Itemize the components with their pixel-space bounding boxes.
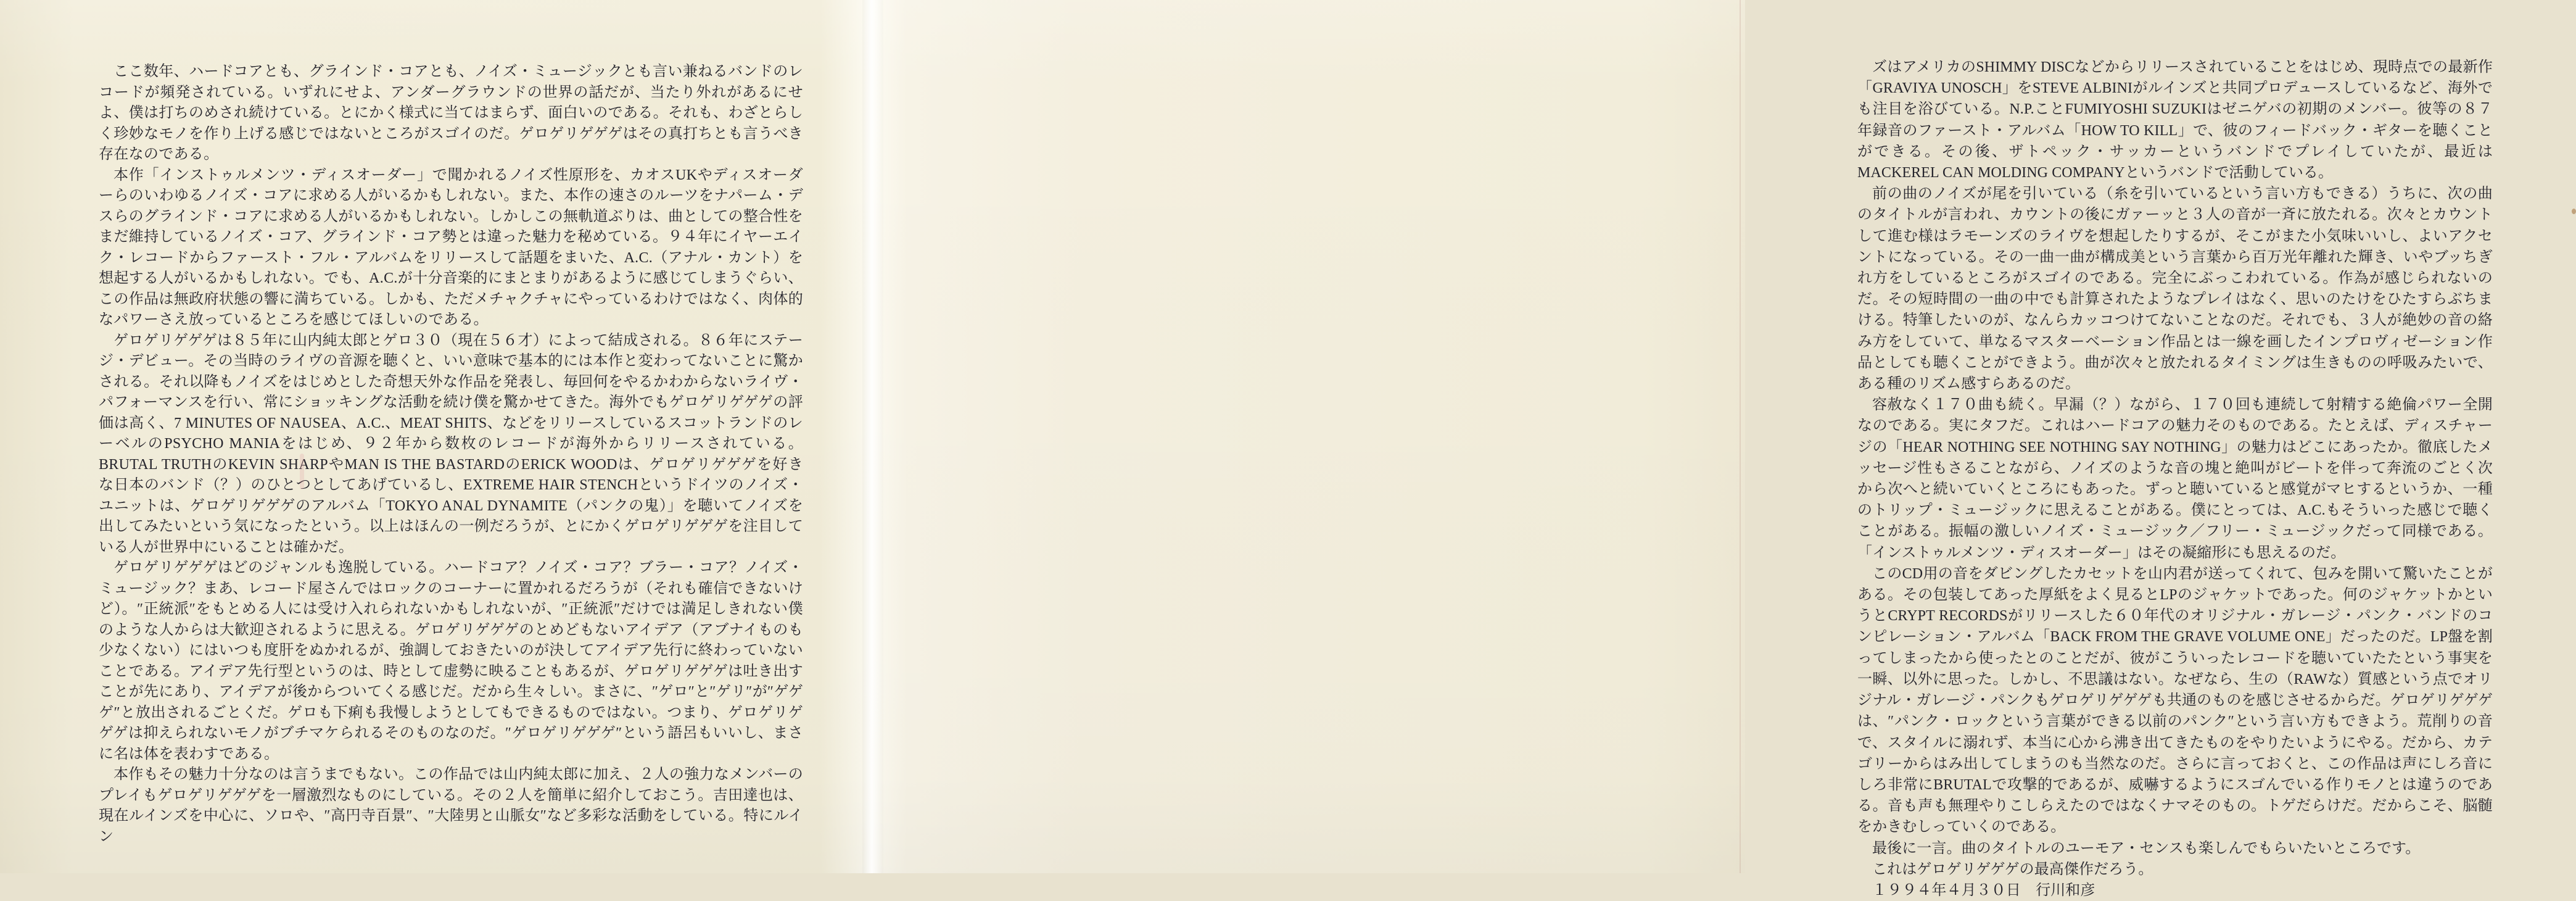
paper-smudge <box>300 454 304 489</box>
liner-notes-right-column <box>1857 57 2493 901</box>
paragraph <box>1857 183 2493 394</box>
booklet-page-left <box>0 0 872 873</box>
booklet-page-right <box>873 0 2493 899</box>
liner-notes-left-column <box>99 62 803 847</box>
paragraph: 本作「インストゥルメンツ・ディスオーダー」で聞かれるノイズ性原形を、カオスUKやディスオーダーらのいわゆるノイズ・コアに求める人がいるかもしれない。また、本作の速さのルーツをナパーム・デスらのグラインド・コアに求める人がいるかもしれない。しかしこの無軌道ぶりは、曲としての整合性をまだ維持しているノイズ・コア、グラインド・コア勢とは違った魅力を秘めている。９４年にイヤーエイク・レコードからファースト・フル・アルバムをリリースして話題をまいた、A.C.（アナル・カント）を想起する人がいるかもしれない。でも、A.C.が十分音楽的にまとまりがあるように感じてしまうぐらい、この作品は無政府状態の響に満ちている。しかも、ただメチャクチャにやっているわけではなく、肉体的なパワーさえ放っているところを感じてほしいのである。 <box>99 167 803 328</box>
paragraph-text: 前の曲のノイズが尾を引いている（糸を引いているという言い方もできる）うちに、次の曲のタイトルが言われ、カウントの後にガァーッと３人の音が一斉に放たれる。次々とカウントして進む様はラモーンズのライヴを想起したりするが、そこがまた小気味いいし、よいアクセントになっている。その一曲一曲が構成美という言葉から百万光年離れた輝き、いやブッちぎれ方をしているところがスゴイのである。完全にぶっこわれている。作為が感じられないのだ。その短時間の一曲の中でも計算されたようなプレイはなく、思いのたけをひたすらぶちまける。特筆したいのが、なんら <box>1857 186 2493 329</box>
paragraph: ゲロゲリゲゲゲはどのジャンルも逸脱している。ハードコア？ノイズ・コア？ブラー・コア？ノイズ・ミュージック？まあ、レコード屋さんではロックのコーナーに置かれるだろうが（それも確信できないけど）。″正統派″をもとめる人には受け入れられないかもしれないが、″正統派″だけでは満足しきれない僕のような人からは大歓迎されるように思える。ゲロゲリゲゲゲのとめどもないアイデア（アブナイものも少なくない）にはいつも度肝をぬかれるが、強調しておきたいのが決してアイデア先行に終わっていないことである。アイデア先行型というのは、時として虚勢に映ることもあるが、ゲロゲリゲゲゲは吐き出すことが先にあり、アイデアが後からついてくる感じだ。だから生々しい。まさに、″ゲロ″と″ゲリ″が″ゲゲゲ″と放出されるごとくだ。ゲロも下痢も我慢しようとしてもできるものではない。つまり、ゲロゲリゲゲゲは抑えられないモノがブチマケられるそのものなのだ。″ゲロゲリゲゲゲ″という語呂もいいし、まさに名は体を表わすである。 <box>99 560 803 762</box>
paper-edge-crease <box>1740 0 1741 873</box>
paragraph: 容赦なく１７０曲も続く。早漏（？）ながら、１７０回も連続して射精する絶倫パワー全開なのである。実にタフだ。これはハードコアの魅力そのものである。たとえば、ディスチャージの「HEAR NOTHING SEE NOTHING SAY NOTHING」の魅力はどこにあったか。徹底したメッセージ性もさることながら、ノイズのような音の塊と絶叫がビートを伴って奔流のごとく次から次へと続いていくところにもあった。ずっと聴いていると感覚がマヒするというか、一種のトリップ・ミュージックに思えることがある。僕にとっては、A.C.もそういった感じで聴くことがある。振幅の激しいノイズ・ミュージック／フリー・ミュージックだって同様である。「インストゥルメンツ・ディスオーダー」はその凝縮形にも思えるのだ。 <box>1857 397 2493 561</box>
paragraph-text: ことなのだ。それでも、３人が絶妙の音の絡み方をしていて、単なるマスターベーション作品とは一線を画したインプロヴィゼーション作品としても聴くことができよう。曲が次々と放たれるタイミングは生きものの呼吸みたいで、ある種のリズム感すらあるのだ。 <box>1857 312 2493 392</box>
emphasized-text: カッコつけてない <box>2069 312 2190 329</box>
paper-speck <box>2572 209 2576 214</box>
closing-line: これはゲロゲリゲゲゲの最高傑作だろう。 <box>1872 861 2153 878</box>
paragraph: このCD用の音をダビングしたカセットを山内君が送ってくれて、包みを開いて驚いたことがある。その包装してあった厚紙をよく見るとLPのジャケットであった。何のジャケットかというとCRYPT RECORDSがリリースした６０年代のオリジナル・ガレージ・パンク・バンドのコンピレーション・アルバム「BACK FROM THE GRAVE VOLUME ONE」だったのだ。LP盤を割ってしまったから使ったとのことだが、彼がこういったレコードを聴いていたたという事実を一瞬、以外に思った。しかし、不思議はない。なぜなら、生の（RAWな）質感という点でオリジナル・ガレージ・パンクもゲロゲリゲゲゲも共通のものを感じさせるからだ。ゲロゲリゲゲゲは、″パンク・ロックという言葉ができる以前のパンク″という言い方もできよう。荒削りの音で、スタイルに溺れず、本当に心から沸き出てきたものをやりたいようにやる。だから、カテゴリーからはみ出してしまうのも当然なのだ。さらに言っておくと、この作品は声にしろ音にしろ非常にBRUTALで攻撃的であるが、威嚇するようにスゴんでいる作りモノとは違うのである。音も声も無理やりこしらえたのではなくナマそのもの。トゲだらけだ。だからこそ、脳髄をかきむしっていくのである。 <box>1857 565 2493 836</box>
paragraph: ゲロゲリゲゲゲは８５年に山内純太郎とゲロ３０（現在５６才）によって結成される。８６年にステージ・デビュー。その当時のライヴの音源を聴くと、いい意味で基本的には本作と変わってないことに驚かされる。それ以降もノイズをはじめとした奇想天外な作品を発表し、毎回何をやるかわからないライヴ・パフォーマンスを行い、常にショッキングな活動を続け僕を驚かせてきた。海外でもゲロゲリゲゲゲの評価は高く、7 MINUTES OF NAUSEA、A.C.、MEAT SHITS、などをリリースしているスコットランドのレーベルのPSYCHO MANIAをはじめ、９２年から数枚のレコードが海外からリリースされている。BRUTAL TRUTHのKEVIN SHARPやMAN IS THE BASTARDのERICK WOODは、ゲロゲリゲゲゲを好きな日本のバンド（？）のひとつとしてあげているし、EXTREME HAIR STENCHというドイツのノイズ・ユニットは、ゲロゲリゲゲゲのアルバム「TOKYO ANAL DYNAMITE（パンクの鬼）」を聴いてノイズを出してみたいという気になったという。以上はほんの一例だろうが、とにかくゲロゲリゲゲゲを注目している人が世界中にいることは確かだ。 <box>99 332 803 555</box>
closing-line: 最後に一言。曲のタイトルのユーモア・センスも楽しんでもらいたいところです。 <box>1872 840 2421 857</box>
date-author-signature: １９９４年４月３０日 行川和彦 <box>1872 882 2095 899</box>
paragraph: ズはアメリカのSHIMMY DISCなどからリリースされていることをはじめ、現時点での最新作「GRAVIYA UNOSCH」をSTEVE ALBINIがルインズと共同プロデュースしているなど、海外でも注目を浴びている。N.P.ことFUMIYOSHI SUZUKIはゼニゲバの初期のメンバー。彼等の８７年録音のファースト・アルバム「HOW TO KILL」で、彼のフィードバック・ギターを聴くことができる。その後、ザトペック・サッカーというバンドでプレイしていたが、最近はMACKEREL CAN MOLDING COMPANYというバンドで活動している。 <box>1857 59 2493 181</box>
paragraph: 本作もその魅力十分なのは言うまでもない。この作品では山内純太郎に加え、２人の強力なメンバーのプレイもゲロゲリゲゲゲを一層激烈なものにしている。その２人を簡単に紹介しておこう。吉田達也は、現在ルインズを中心に、ソロや、″高円寺百景″、″大陸男と山脈女″など多彩な活動をしている。特にルイン <box>99 766 803 845</box>
paragraph: ここ数年、ハードコアとも、グラインド・コアとも、ノイズ・ミュージックとも言い兼ねるバンドのレコードが頻発されている。いずれにせよ、アンダーグラウンドの世界の話だが、当たり外れがあるにせよ、僕は打ちのめされ続けている。とにかく様式に当てはまらず、面白いのである。それも、わざとらしく珍妙なモノを作り上げる感じではないところがスゴイのだ。ゲロゲリゲゲゲはその真打ちとも言うべき存在なのである。 <box>99 64 803 162</box>
